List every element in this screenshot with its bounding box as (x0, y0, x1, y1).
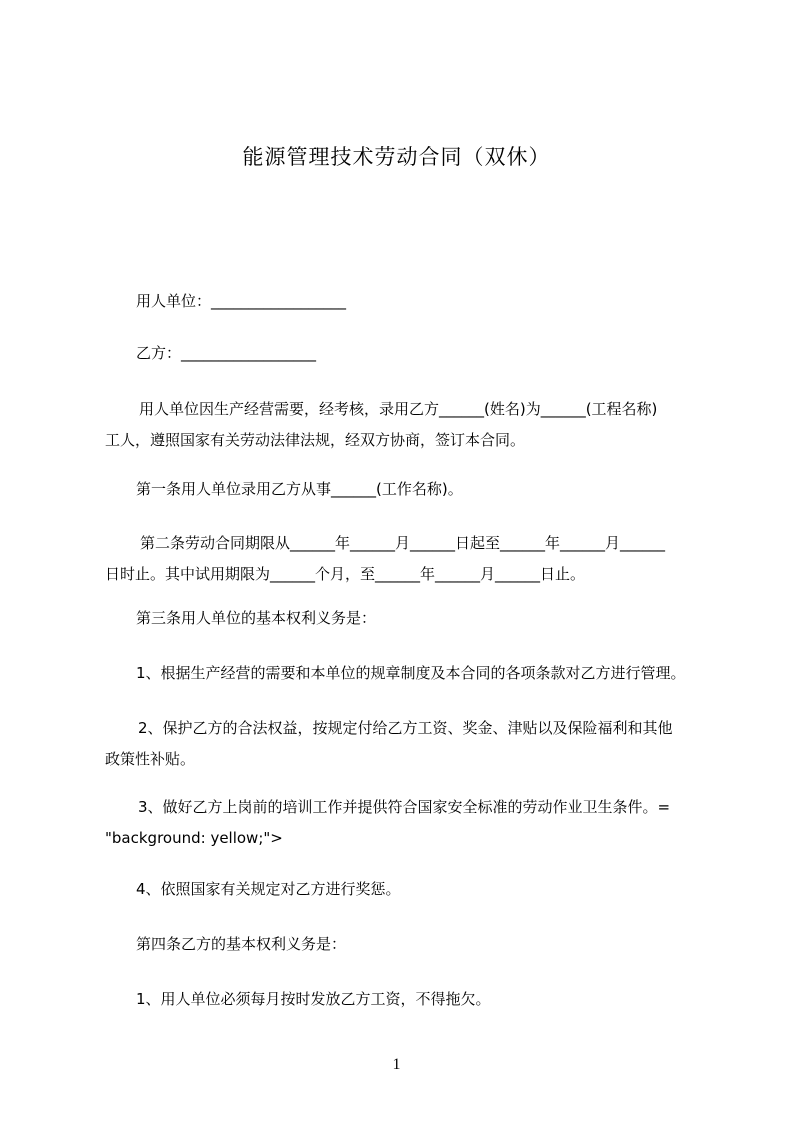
article-3-item-3-line-2: "background: yellow;"> (105, 829, 283, 847)
article-3-item-4: 4、依照国家有关规定对乙方进行奖惩。 (136, 880, 401, 898)
article-3-item-3 (105, 792, 725, 854)
article-4-heading: 第四条乙方的基本权利义务是： (136, 935, 347, 953)
article-2-line-1: 第二条劳动合同期限从______年______月______日起至______年______月______ (140, 534, 666, 552)
party-b-field: 乙方：__________________ (136, 344, 317, 362)
article-3-item-2-line-1: 2、保护乙方的合法权益，按规定付给乙方工资、奖金、津贴以及保险福利和其他 (138, 719, 673, 737)
article-3-item-2 (105, 713, 725, 775)
article-2-line-2: 日时止。其中试用期限为______个月，至______年______月______日止。 (105, 565, 586, 583)
intro-paragraph (105, 394, 725, 456)
page-number: 1 (392, 1056, 401, 1073)
article-3-heading: 第三条用人单位的基本权利义务是： (136, 609, 377, 627)
article-2 (105, 528, 725, 590)
intro-line-1: 用人单位因生产经营需要，经考核，录用乙方______(姓名)为______(工程名称) (139, 400, 658, 418)
article-3-item-3-line-1: 3、做好乙方上岗前的培训工作并提供符合国家安全标准的劳动作业卫生条件。= (138, 798, 671, 816)
employer-field: 用人单位：__________________ (136, 292, 347, 310)
article-3-item-2-line-2: 政策性补贴。 (105, 750, 196, 768)
article-4-item-1: 1、用人单位必须每月按时发放乙方工资，不得拖欠。 (136, 990, 491, 1008)
intro-line-2: 工人，遵照国家有关劳动法律法规，经双方协商，签订本合同。 (105, 431, 526, 449)
article-1: 第一条用人单位录用乙方从事______(工作名称)。 (136, 480, 463, 498)
article-3-item-1: 1、根据生产经营的需要和本单位的规章制度及本合同的各项条款对乙方进行管理。 (136, 664, 686, 682)
document-title: 能源管理技术劳动合同（双休） (242, 145, 551, 169)
